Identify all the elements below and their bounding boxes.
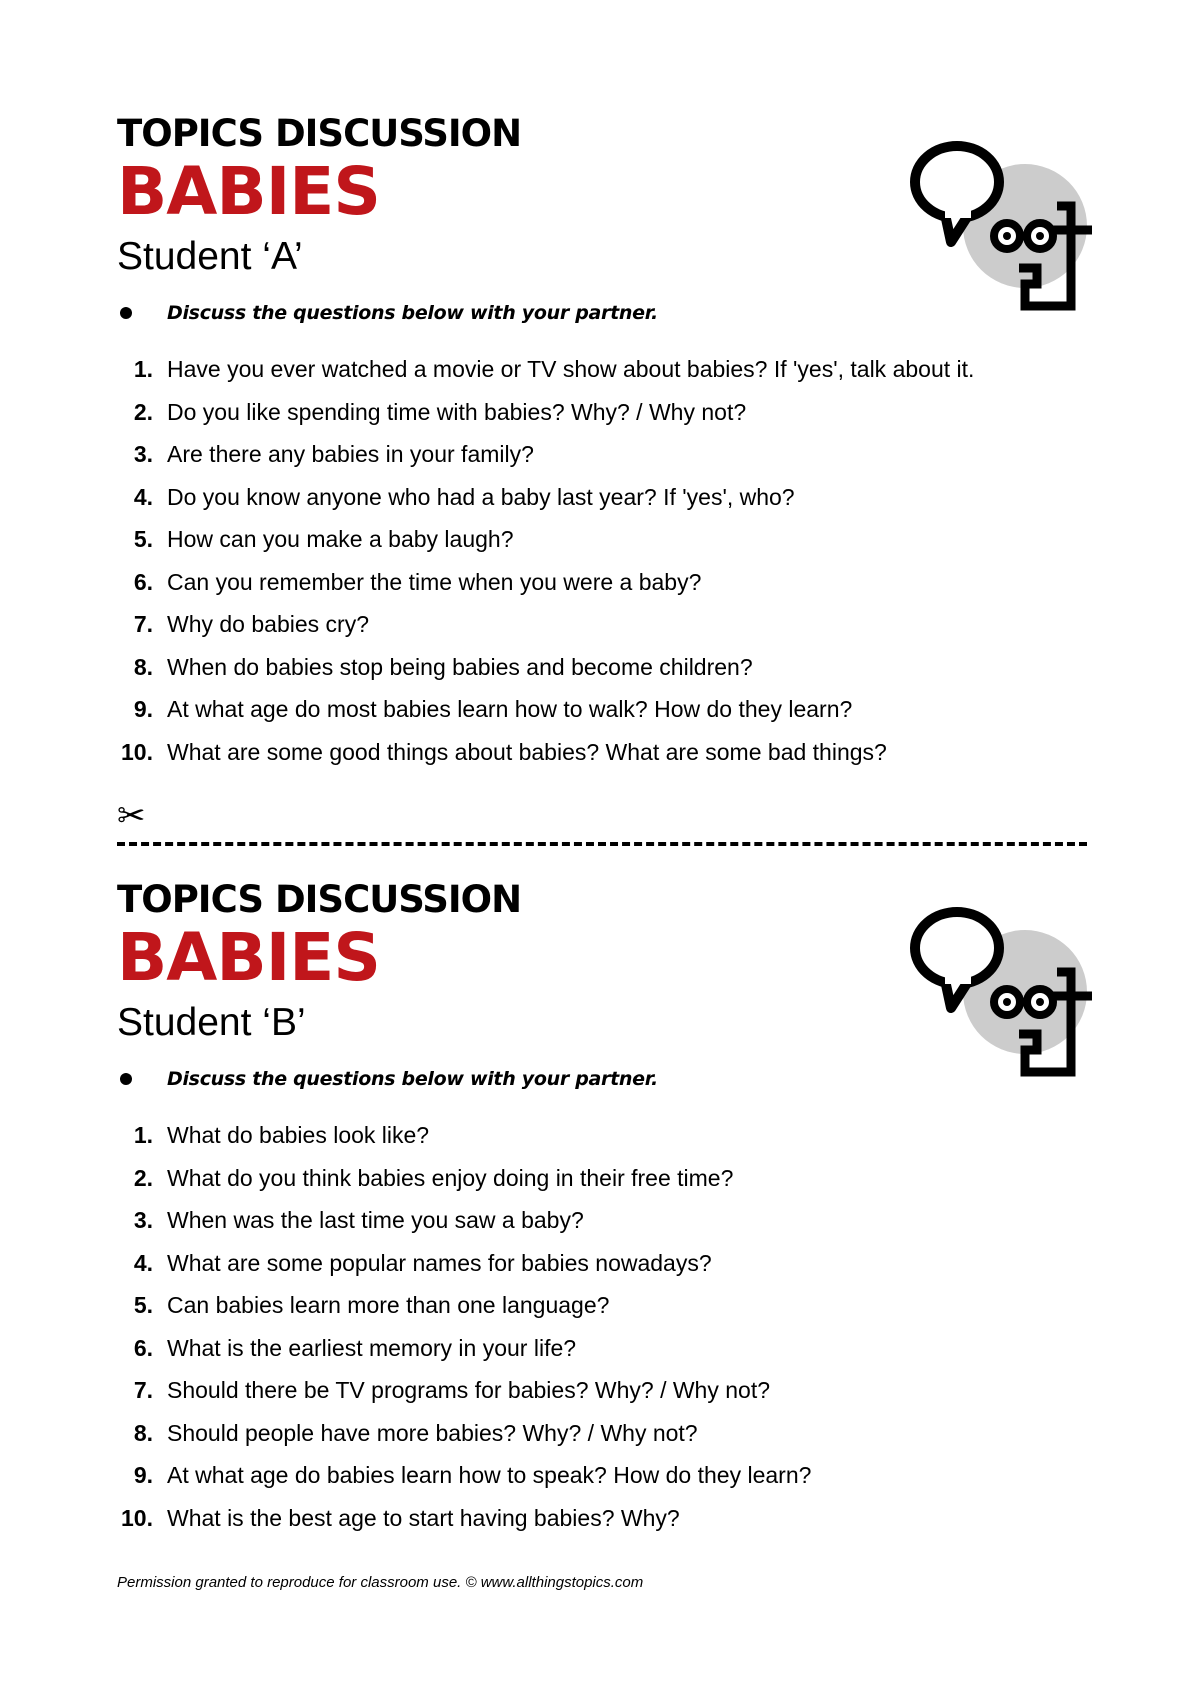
question-text: At what age do babies learn how to speak? How do they learn?	[167, 1462, 812, 1488]
speech-bubble-face-icon	[907, 134, 1097, 314]
question-number: 7.	[133, 611, 153, 637]
worksheet-section-b	[117, 878, 1097, 1547]
question-number: 5.	[133, 1292, 153, 1318]
question-list	[117, 1122, 1097, 1547]
question-text: How can you make a baby laugh?	[167, 526, 514, 552]
main-title: BABIES	[117, 919, 380, 996]
student-label: Student ‘B’	[117, 1001, 306, 1044]
main-title: BABIES	[117, 153, 380, 230]
worksheet-section-a	[117, 112, 1097, 781]
question-text: What do babies look like?	[167, 1122, 430, 1148]
question-item	[117, 1207, 1097, 1250]
question-number: 8.	[133, 1419, 153, 1446]
question-text: Do you like spending time with babies? Why? / Why not?	[167, 398, 747, 425]
question-item	[117, 484, 1097, 527]
question-item	[117, 696, 1097, 739]
question-text: Why do babies cry?	[167, 611, 369, 637]
question-number: 3.	[133, 1207, 153, 1233]
question-number: 1.	[133, 1122, 153, 1148]
question-text: Have you ever watched a movie or TV show about babies? If 'yes', talk about it.	[167, 356, 975, 382]
question-text: What is the best age to start having babies? Why?	[167, 1504, 680, 1531]
question-number: 4.	[133, 1249, 153, 1276]
topics-title: TOPICS DISCUSSION	[117, 878, 522, 921]
question-number: 7.	[133, 1377, 153, 1403]
scissors-icon: ✂	[117, 796, 146, 836]
question-number: 9.	[133, 1462, 153, 1488]
question-item	[117, 654, 1097, 697]
question-number: 8.	[133, 653, 153, 680]
cut-line	[117, 796, 1097, 866]
question-text: Should people have more babies? Why? / Why not?	[167, 1419, 698, 1446]
bullet-icon	[120, 307, 132, 319]
question-item	[117, 1335, 1097, 1378]
question-item	[117, 399, 1097, 442]
question-item	[117, 441, 1097, 484]
question-text: Can you remember the time when you were a baby?	[167, 568, 702, 595]
question-text: Should there be TV programs for babies? Why? / Why not?	[167, 1377, 770, 1403]
instruction-text: Discuss the questions below with your partner.	[167, 302, 658, 324]
question-item	[117, 569, 1097, 612]
question-item	[117, 1122, 1097, 1165]
question-item	[117, 1462, 1097, 1505]
question-text: What do you think babies enjoy doing in their free time?	[167, 1164, 734, 1191]
question-number: 5.	[133, 526, 153, 552]
question-number: 2.	[133, 398, 153, 425]
question-number: 10.	[121, 1504, 153, 1531]
question-list	[117, 356, 1097, 781]
question-item	[117, 526, 1097, 569]
question-text: Can babies learn more than one language?	[167, 1292, 610, 1318]
footer-permission: Permission granted to reproduce for classroom use. © www.allthingstopics.com	[117, 1574, 644, 1591]
question-item	[117, 1250, 1097, 1293]
question-item	[117, 739, 1097, 782]
question-number: 3.	[133, 441, 153, 467]
question-number: 10.	[121, 738, 153, 765]
question-item	[117, 1165, 1097, 1208]
question-number: 4.	[133, 483, 153, 510]
question-item	[117, 1505, 1097, 1548]
question-number: 6.	[133, 1334, 153, 1361]
question-text: Do you know anyone who had a baby last year? If 'yes', who?	[167, 483, 795, 510]
question-number: 2.	[133, 1164, 153, 1191]
instruction-text: Discuss the questions below with your partner.	[167, 1068, 658, 1090]
question-item	[117, 1292, 1097, 1335]
question-text: At what age do most babies learn how to walk? How do they learn?	[167, 696, 853, 722]
question-item	[117, 1377, 1097, 1420]
question-item	[117, 356, 1097, 399]
question-item	[117, 611, 1097, 654]
question-text: What is the earliest memory in your life?	[167, 1334, 577, 1361]
bullet-icon	[120, 1073, 132, 1085]
question-item	[117, 1420, 1097, 1463]
question-text: When was the last time you saw a baby?	[167, 1207, 584, 1233]
dashed-divider	[117, 842, 1087, 846]
question-text: Are there any babies in your family?	[167, 441, 534, 467]
question-text: What are some good things about babies? What are some bad things?	[167, 738, 887, 765]
question-number: 6.	[133, 568, 153, 595]
question-text: What are some popular names for babies nowadays?	[167, 1249, 712, 1276]
question-text: When do babies stop being babies and become children?	[167, 653, 753, 680]
topics-title: TOPICS DISCUSSION	[117, 112, 522, 155]
question-number: 1.	[133, 356, 153, 382]
question-number: 9.	[133, 696, 153, 722]
speech-bubble-face-icon	[907, 900, 1097, 1080]
student-label: Student ‘A’	[117, 235, 303, 278]
